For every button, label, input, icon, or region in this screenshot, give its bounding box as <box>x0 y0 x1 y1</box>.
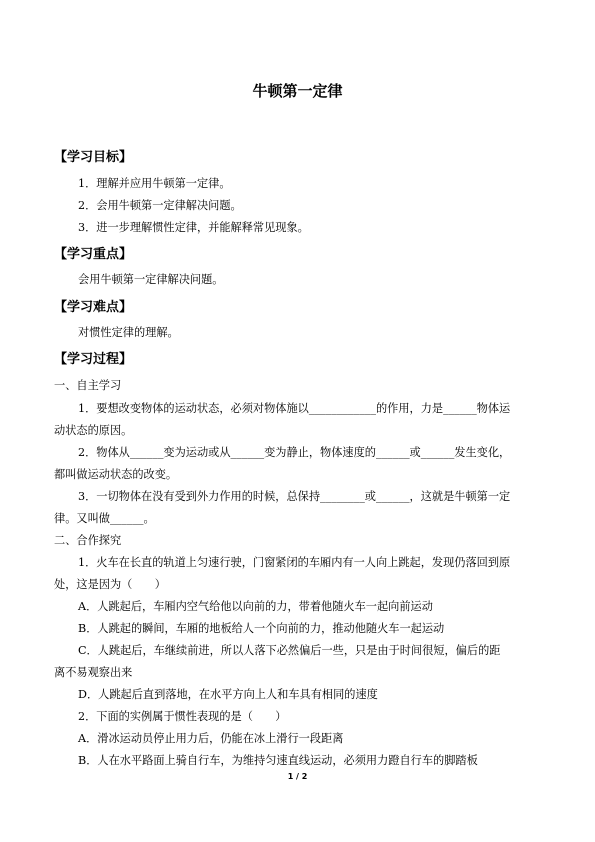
part2-q1-option-a: A．人跳起后，车厢内空气给他以向前的力，带着他随火车一起向前运动 <box>78 600 433 613</box>
part1-q3-line2: 律。又叫做______。 <box>54 512 155 525</box>
part2-heading: 二、合作探究 <box>54 534 122 547</box>
part2-q2: 2．下面的实例属于惯性表现的是（ ） <box>78 710 287 723</box>
part2-q1-option-b: B．人跳起的瞬间，车厢的地板给人一个向前的力，推动他随火车一起运动 <box>78 622 445 635</box>
part1-q1-line1: 1．要想改变物体的运动状态，必须对物体施以____________的作用，力是______物体运 <box>78 402 511 415</box>
key-text: 会用牛顿第一定律解决问题。 <box>78 273 224 286</box>
part2-q1-line1: 1．火车在长直的轨道上匀速行驶，门窗紧闭的车厢内有一人向上跳起，发现仍落回到原 <box>78 556 511 569</box>
section-difficulty-heading: 【学习难点】 <box>54 300 133 315</box>
difficulty-text: 对惯性定律的理解。 <box>78 326 179 339</box>
part1-q2-line1: 2．物体从______变为运动或从______变为静止，物体速度的______或______发生变化， <box>78 446 511 459</box>
goal-item-2: 2．会用牛顿第一定律解决问题。 <box>78 199 242 212</box>
page-title: 牛顿第一定律 <box>252 82 343 100</box>
page-number: 1 / 2 <box>287 772 308 781</box>
part2-q1-option-d: D．人跳起后直到落地，在水平方向上人和车具有相同的速度 <box>78 688 378 701</box>
part2-q2-option-b: B．人在水平路面上骑自行车，为维持匀速直线运动，必须用力蹬自行车的脚踏板 <box>78 754 478 767</box>
part2-q1-option-c-line1: C．人跳起后，车继续前进，所以人落下必然偏后一些，只是由于时间很短，偏后的距 <box>78 644 501 657</box>
section-goals-heading: 【学习目标】 <box>54 150 133 165</box>
part1-q2-line2: 都叫做运动状态的改变。 <box>54 468 178 481</box>
goal-item-3: 3．进一步理解惯性定律，并能解释常见现象。 <box>78 221 309 234</box>
goal-item-1: 1．理解并应用牛顿第一定律。 <box>78 177 231 190</box>
section-process-heading: 【学习过程】 <box>54 352 133 367</box>
part2-q2-option-a: A．滑冰运动员停止用力后，仍能在冰上滑行一段距离 <box>78 732 344 745</box>
section-key-heading: 【学习重点】 <box>54 247 133 262</box>
part1-heading: 一、自主学习 <box>54 379 122 392</box>
part2-q1-option-c-line2: 离不易观察出来 <box>54 666 133 679</box>
part1-q3-line1: 3．一切物体在没有受到外力作用的时候，总保持________或______，这就是牛顿第一定 <box>78 490 511 503</box>
part1-q1-line2: 动状态的原因。 <box>54 424 133 437</box>
part2-q1-line2: 处，这是因为（ ） <box>54 578 166 591</box>
